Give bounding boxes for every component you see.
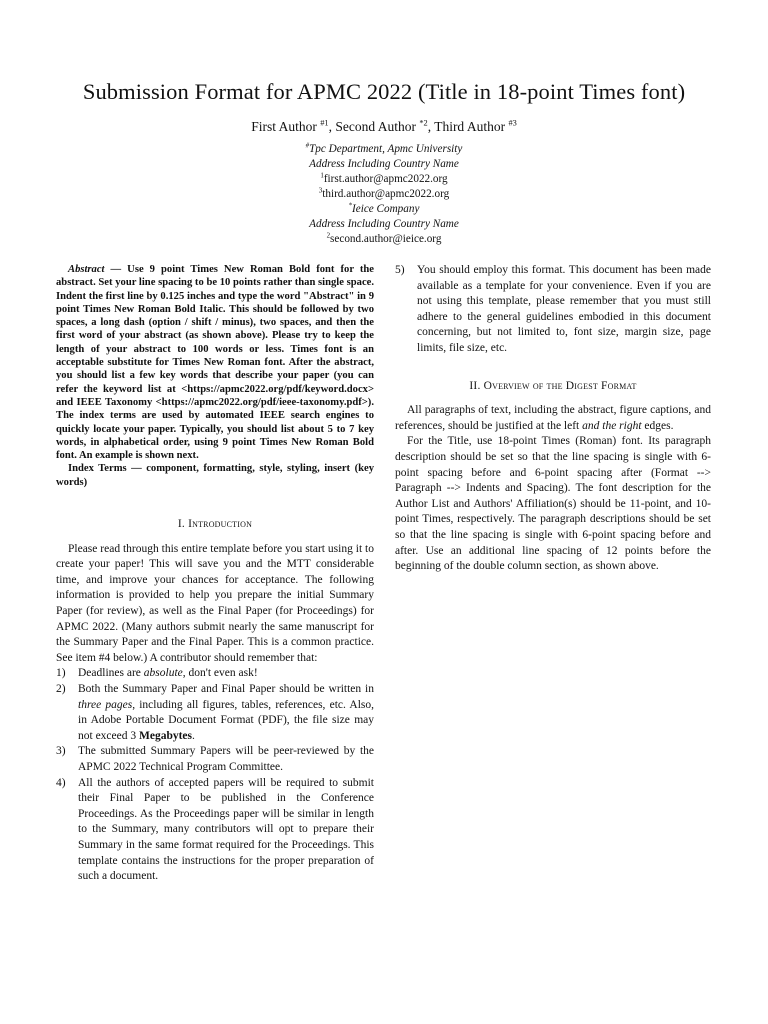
list-item: [56, 776, 374, 885]
index-terms-text: — component, formatting, style, styling, insert (key words): [56, 463, 374, 488]
list-item-text: The submitted Summary Papers will be peer-reviewed by the APMC 2022 Technical Program Committee.: [78, 745, 374, 773]
overview-paragraph-1: [395, 403, 711, 434]
index-terms-lead: Index Terms: [68, 463, 127, 475]
affiliation-address-2: Address Including Country Name: [309, 218, 459, 230]
author-list: [0, 118, 768, 136]
affiliation-org-2: [0, 202, 768, 217]
affiliation-email-1: [0, 172, 768, 187]
affiliation-org-1: [0, 142, 768, 157]
abstract-text: Use 9 point Times New Roman Bold font for the abstract. Set your line spacing to be 10 points rather than single space. Indent the first line by 0.125 inches and type the word "Abstract" in 9 point Times New Roman Bold Italic. This should be followed by two spaces, a long dash (option / shift / minus), two spaces, and then the first word of your abstract (as shown above). Please try to keep the length of your abstract to 100 words or less. Times font is an acceptable substitute for Times New Roman font. After the abstract, you should list a few key words that describe your paper (you can refer the keyword list at <https://apmc2022.org/pdf/keyword.docx> and IEEE Taxonomy <https://apmc2022.org/pdf/ieee-taxonomy.pdf>). The index terms are used by automated IEEE search engines to quickly locate your paper. Typically, you should list about 5 to 7 key words, in alphabetical order, using 9 point Times New Roman Bold font. An example is shown next.: [56, 264, 374, 462]
list-item: [56, 682, 374, 744]
email-3-sup: 3: [318, 186, 323, 195]
author-first: First Author: [251, 119, 321, 134]
list-item-number: 4): [56, 776, 66, 789]
list-item-text: Both the Summary Paper and Final Paper should be written in: [78, 682, 374, 695]
section-1-title: Introduction: [188, 518, 253, 531]
affiliation-org-2-sup: *: [348, 201, 353, 210]
list-item-text: .: [192, 729, 195, 742]
list-item-text: , don't even ask!: [182, 667, 258, 680]
affiliation-org-1-name: Tpc Department, Apmc University: [309, 143, 463, 155]
list-item-text: , including all figures, tables, references, etc. Also, in Adobe Portable Document Format (PDF), the file size may not exceed 3: [78, 698, 374, 742]
affiliation-org-2-name: Ieice Company: [352, 203, 420, 215]
author-second-sup: *2: [419, 118, 428, 128]
section-1-number: I.: [177, 518, 189, 531]
overview-p1-tail: edges.: [641, 419, 674, 432]
list-item: [395, 263, 711, 357]
list-item-text: You should employ this format. This document has been made available as a template for your convenience. Even if you are not using this template, please remember that you must still adhere to the general guidelines embodied in this document concerning, but not limited to, font size, margin size, page limits, file size, etc.: [417, 264, 711, 354]
section-2-title: Overview of the Digest Format: [483, 379, 637, 392]
list-item: [56, 666, 374, 682]
email-1-text: first.author@apmc2022.org: [323, 173, 448, 185]
abstract: [56, 263, 374, 462]
list-item-number: 2): [56, 682, 66, 695]
paper-title: Submission Format for APMC 2022 (Title in 18-point Times font): [82, 79, 686, 104]
section-heading-introduction: [56, 517, 374, 533]
author-first-sup: #1: [320, 118, 329, 128]
email-2-text: second.author@ieice.org: [330, 233, 442, 245]
list-item-text: All the authors of accepted papers will be required to submit their Final Paper to be published in the Conference Proceedings. As the Proceedings paper will be similar in length to the Summary, many contributors will opt to prepare their Summary in the same format required for the Proceedings. This template contains the instructions for the proper preparation of such a document.: [78, 776, 374, 883]
overview-paragraph-2: For the Title, use 18-point Times (Roman) font. Its paragraph description should be set so that the line spacing is single with 6-point spacing before and 6-point spacing after (Format --> Paragraph --> Indents and Spacing). The font description for the Author List and Authors' Affiliation(s) should be 11-point, and 10-point Times, respectively. The paragraph descriptions should be set so that the line spacing is single with 6-point spacing before and after. Use an additional line spacing of 12 points before the beginning of the double column section, as shown above.: [395, 435, 711, 573]
list-item-emphasis: absolute: [143, 667, 183, 680]
author-third-sup: #3: [508, 118, 517, 128]
list-item-bold: Megabytes: [139, 729, 193, 742]
section-heading-overview: [395, 379, 711, 395]
abstract-lead: Abstract: [68, 264, 105, 275]
list-item-number: 1): [56, 667, 66, 680]
affiliation-email-2: [0, 232, 768, 247]
index-terms: [56, 462, 374, 489]
left-column: [56, 263, 374, 885]
list-item-number: 3): [56, 745, 66, 758]
intro-list-continued: [395, 263, 711, 357]
abstract-dash: —: [104, 264, 128, 275]
list-item: [56, 744, 374, 775]
list-item-number: 5): [395, 264, 405, 276]
email-1-sup: 1: [320, 171, 324, 180]
overview-p1-text: All paragraphs of text, including the abstract, figure captions, and references, should be justified at the left: [395, 404, 711, 432]
affiliation-address-1: Address Including Country Name: [309, 158, 459, 170]
affiliation-email-3: [0, 187, 768, 202]
email-2-sup: 2: [326, 231, 331, 240]
section-2-number: II.: [469, 379, 484, 392]
list-item-text: Deadlines are: [78, 667, 144, 680]
list-item-emphasis: three pages: [78, 698, 133, 711]
intro-list: [56, 666, 374, 884]
intro-paragraph: Please read through this entire template before you start using it to create your paper! This will save you and the MTT considerable time, and improve your chances for acceptance. The following information is provided to help you prepare the initial Summary Paper (for review), as well as the Final Paper (for Proceedings) for APMC 2022. (Many authors submit nearly the same manuscript for the Summary Paper and the Final Paper. This is a common practice. See item #4 below.) A contributor should remember that:: [56, 542, 374, 664]
affiliations: [0, 142, 768, 247]
overview-p1-emphasis: and the right: [582, 419, 642, 432]
author-sep-2: , Third Author: [427, 119, 509, 134]
right-column: [395, 263, 711, 575]
affiliation-org-1-sup: #: [305, 141, 310, 150]
author-sep-1: , Second Author: [328, 119, 420, 134]
email-3-text: third.author@apmc2022.org: [322, 188, 450, 200]
